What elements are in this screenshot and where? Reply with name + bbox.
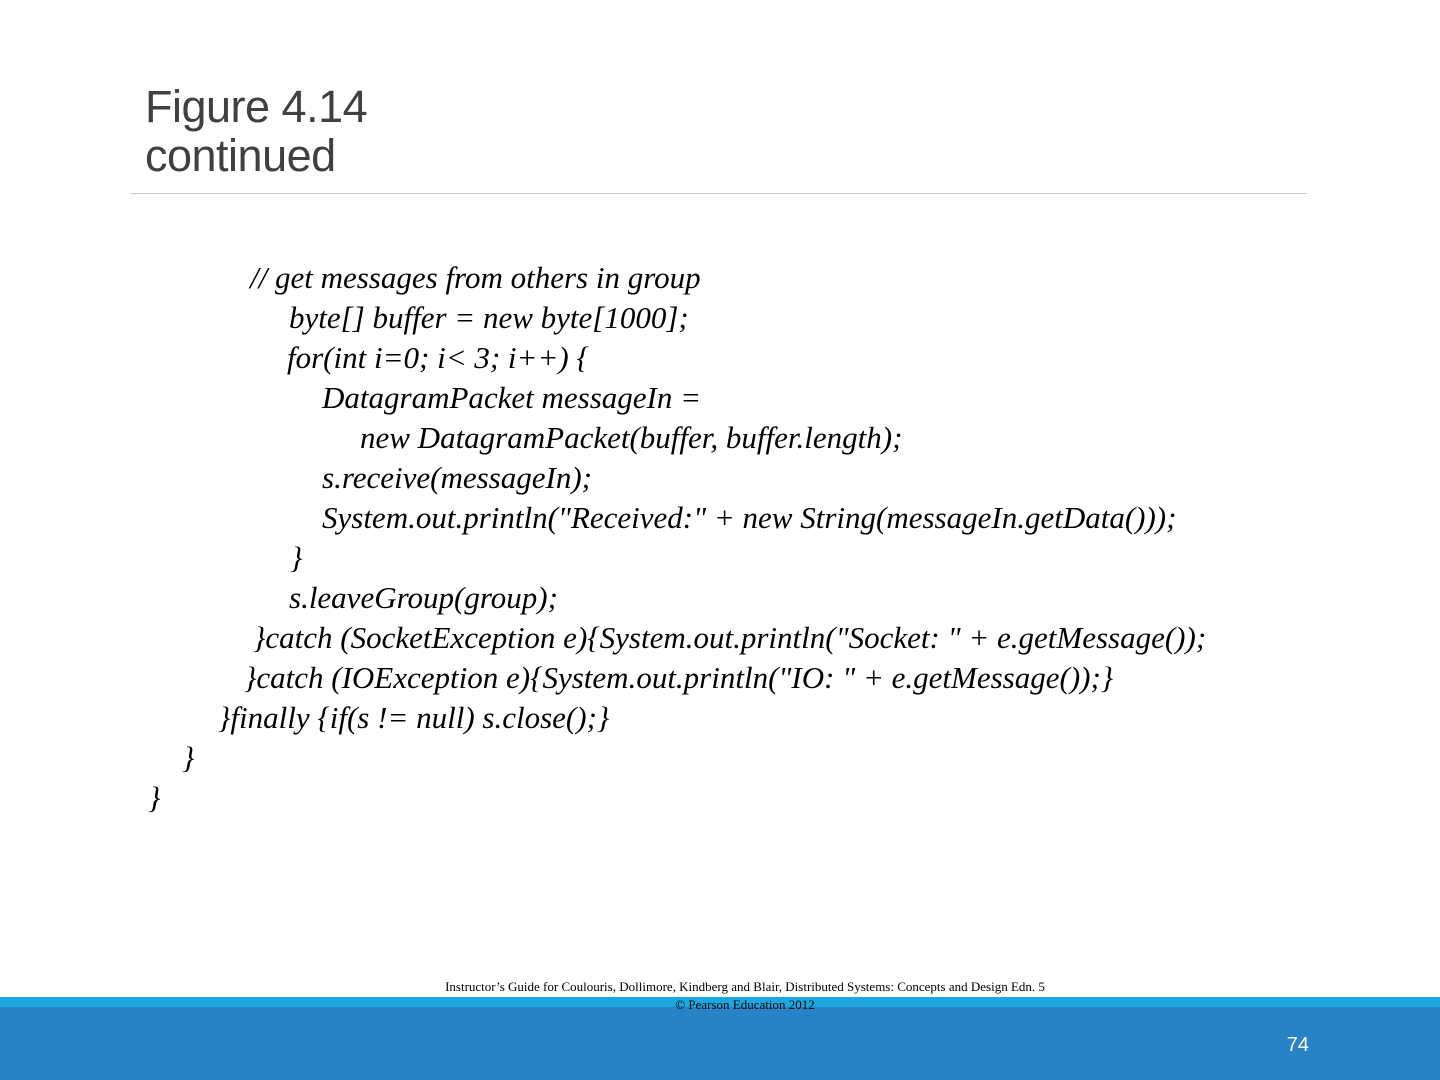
code-line: } <box>182 740 195 775</box>
slide-title <box>145 82 367 180</box>
title-divider <box>130 193 1307 194</box>
code-line: } <box>148 780 161 815</box>
title-line-1: Figure 4.14 <box>145 81 368 132</box>
code-line: s.receive(messageIn); <box>322 460 592 495</box>
footer-citation <box>0 978 1440 1014</box>
footer-line-2: © Pearson Education 2012 <box>675 997 815 1012</box>
code-line: // get messages from others in group <box>250 260 701 295</box>
code-line: s.leaveGroup(group); <box>289 580 558 615</box>
footer-line-1: Instructor’s Guide for Coulouris, Dollimore, Kindberg and Blair, Distributed Systems: Concepts and Design Edn. 5 <box>445 979 1045 994</box>
code-line: }finally {if(s != null) s.close();} <box>218 700 610 735</box>
code-line: byte[] buffer = new byte[1000]; <box>289 300 689 335</box>
code-line: System.out.println("Received:" + new String(messageIn.getData())); <box>322 500 1177 535</box>
code-line: new DatagramPacket(buffer, buffer.length); <box>360 420 903 455</box>
footer-band <box>0 1007 1440 1080</box>
code-line: }catch (SocketException e){System.out.println("Socket: " + e.getMessage()); <box>253 620 1207 655</box>
page-number: 74 <box>1286 1034 1309 1056</box>
code-line: DatagramPacket messageIn = <box>322 380 702 415</box>
title-line-2: continued <box>145 130 336 181</box>
code-line: for(int i=0; i< 3; i++) { <box>287 340 589 375</box>
code-line: } <box>290 540 303 575</box>
code-line: }catch (IOException e){System.out.println("IO: " + e.getMessage());} <box>244 660 1114 695</box>
